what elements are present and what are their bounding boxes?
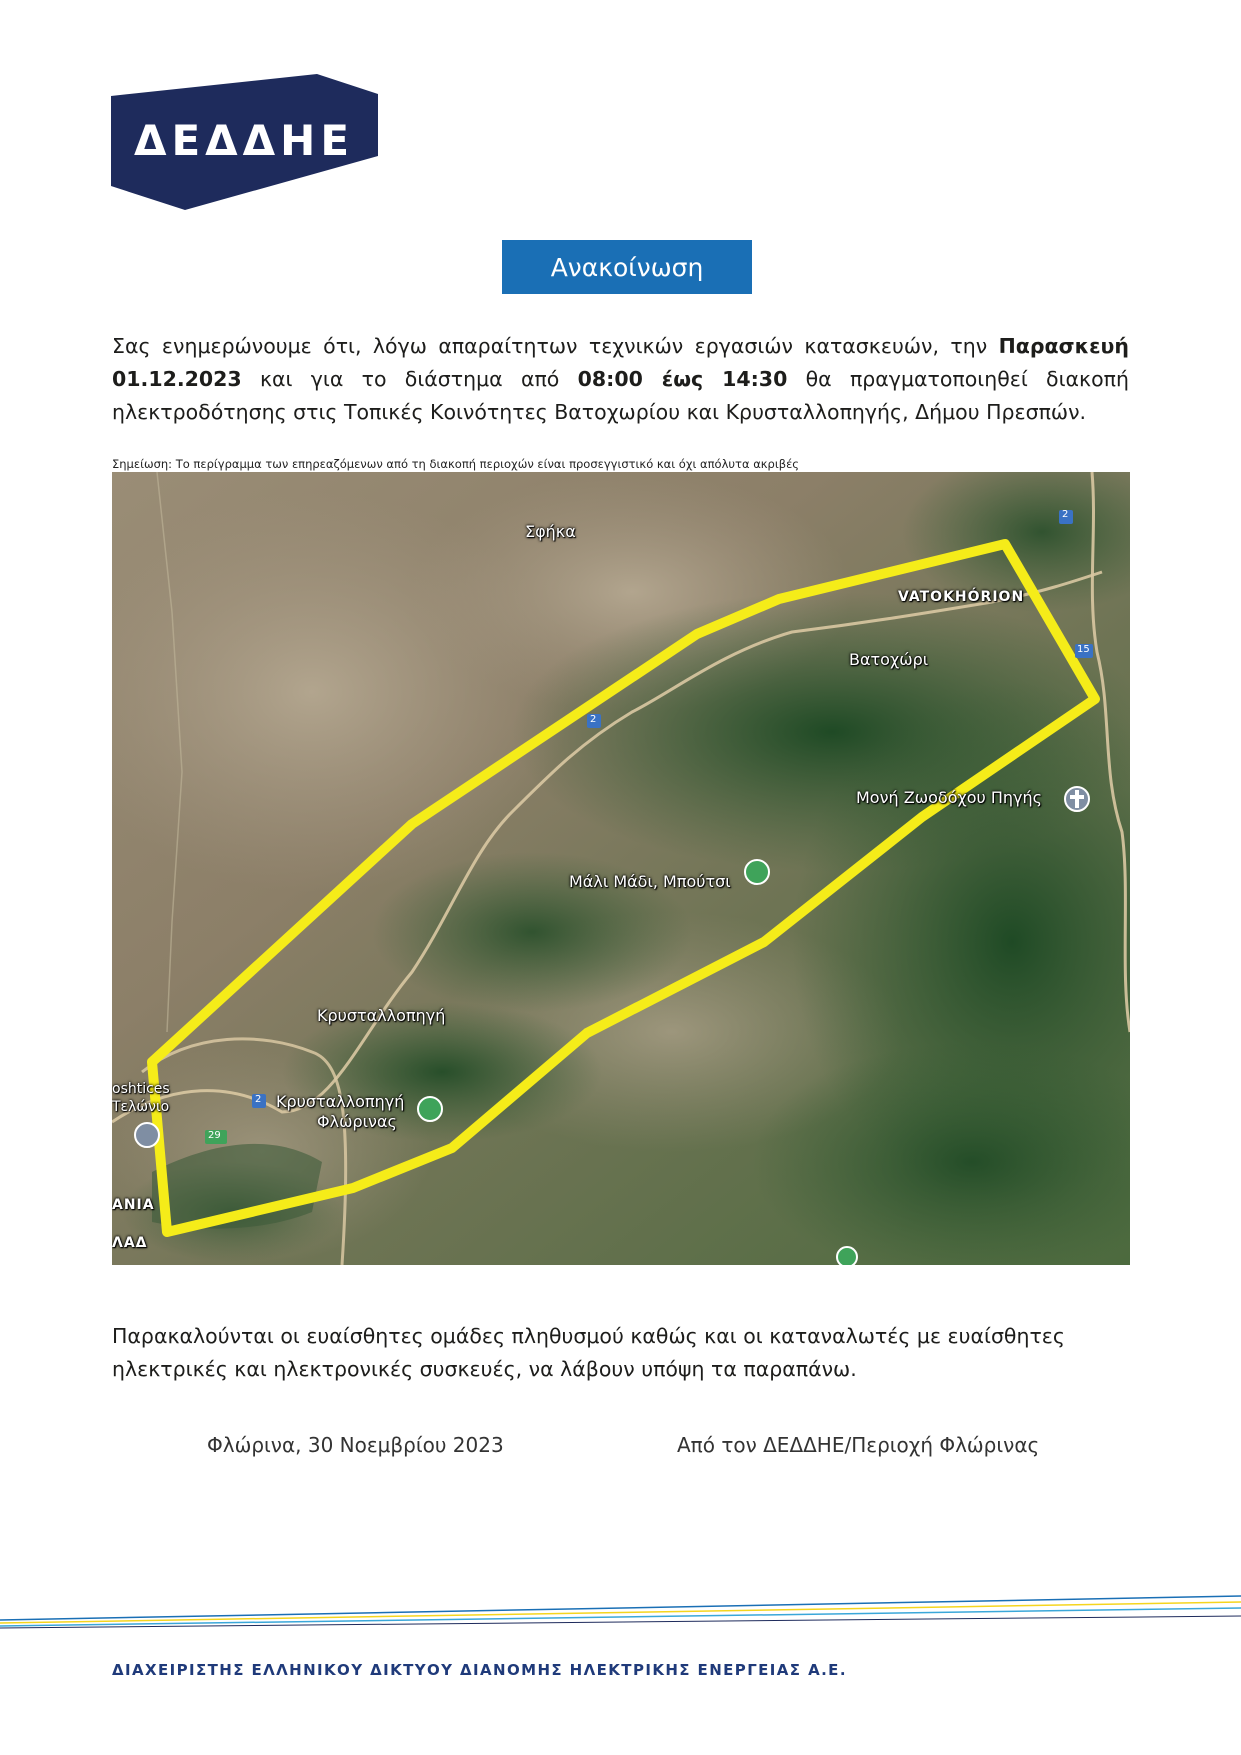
map-label-telonio-2: Τελώνιο [112,1099,170,1115]
park-pin-bottom-icon [837,1247,857,1265]
road-number-2-south: 2 [255,1094,262,1105]
decorative-lines [0,1590,1241,1634]
logo-text: ΔΕΔΔΗΕ [133,116,355,165]
signature: Από τον ΔΕΔΔΗΕ/Περιοχή Φλώρινας [677,1433,1040,1457]
road-number-2-north: 2 [1062,509,1069,520]
map-label-border-2: ΛΑΔ [112,1235,148,1251]
map-label-sfika: Σφήκα [525,522,576,541]
outage-map [112,472,1130,1265]
map-label-krystallopigi: Κρυσταλλοπηγή [317,1006,446,1025]
park-pin-icon [745,860,769,884]
announcement-text [112,330,1129,429]
map-label-mali: Μάλι Μάδι, Μπούτσι [569,872,731,891]
announcement-part1: Σας ενημερώνουμε ότι, λόγω απαραίτητων τεχνικών εργασιών κατασκευών, την [112,334,999,358]
hiking-pin-icon [418,1097,442,1121]
announcement-title: Ανακοίνωση [502,240,752,294]
map-note: Σημείωση: Το περίγραμμα των επηρεαζόμενων από τη διακοπή περιοχών είναι προσεγγιστικό και όχι απόλυτα ακριβές [112,457,800,471]
map-label-vatochori: Βατοχώρι [849,650,929,669]
announcement-part3: θα πραγματοποιηθεί διακοπή ηλεκτροδότησης στις Τοπικές Κοινότητες Βατοχωρίου και Κρυσταλλοπηγής, Δήμου Πρεσπών. [112,367,1129,424]
road-number-29: 29 [208,1130,221,1141]
map-label-telonio-1: oshtices [112,1081,170,1097]
map-label-moni: Μονή Ζωοδόχου Πηγής [856,788,1043,807]
announcement-day: Παρασκευή 01.12.2023 [112,334,1129,391]
map-label-krystallopigi-florinas-1: Κρυσταλλοπηγή [276,1092,405,1111]
advisory-text: Παρακαλούνται οι ευαίσθητες ομάδες πληθυσμού καθώς και οι καταναλωτές με ευαίσθητες ηλεκτρικές και ηλεκτρονικές συσκευές, να λάβουν υπόψη τα παραπάνω. [112,1324,1065,1381]
customs-pin-icon [135,1123,159,1147]
map-label-border-1: ANIA [112,1197,155,1213]
road-number-15: 15 [1077,644,1090,655]
map-label-vatokhorion: VATOKHÓRION [898,589,1025,605]
road-number-2-middle: 2 [590,714,597,725]
announcement-time: 08:00 έως 14:30 [577,367,788,391]
announcement-part2: και για το διάστημα από [241,367,578,391]
place-date: Φλώρινα, 30 Νοεμβρίου 2023 [207,1433,504,1457]
company-logo [111,74,381,214]
map-label-krystallopigi-florinas-2: Φλώρινας [317,1112,397,1131]
company-name: ΔΙΑΧΕΙΡΙΣΤΗΣ ΕΛΛΗΝΙΚΟΥ ΔΙΚΤΥΟΥ ΔΙΑΝΟΜΗΣ ΗΛΕΚΤΡΙΚΗΣ ΕΝΕΡΓΕΙΑΣ Α.Ε. [112,1661,847,1679]
